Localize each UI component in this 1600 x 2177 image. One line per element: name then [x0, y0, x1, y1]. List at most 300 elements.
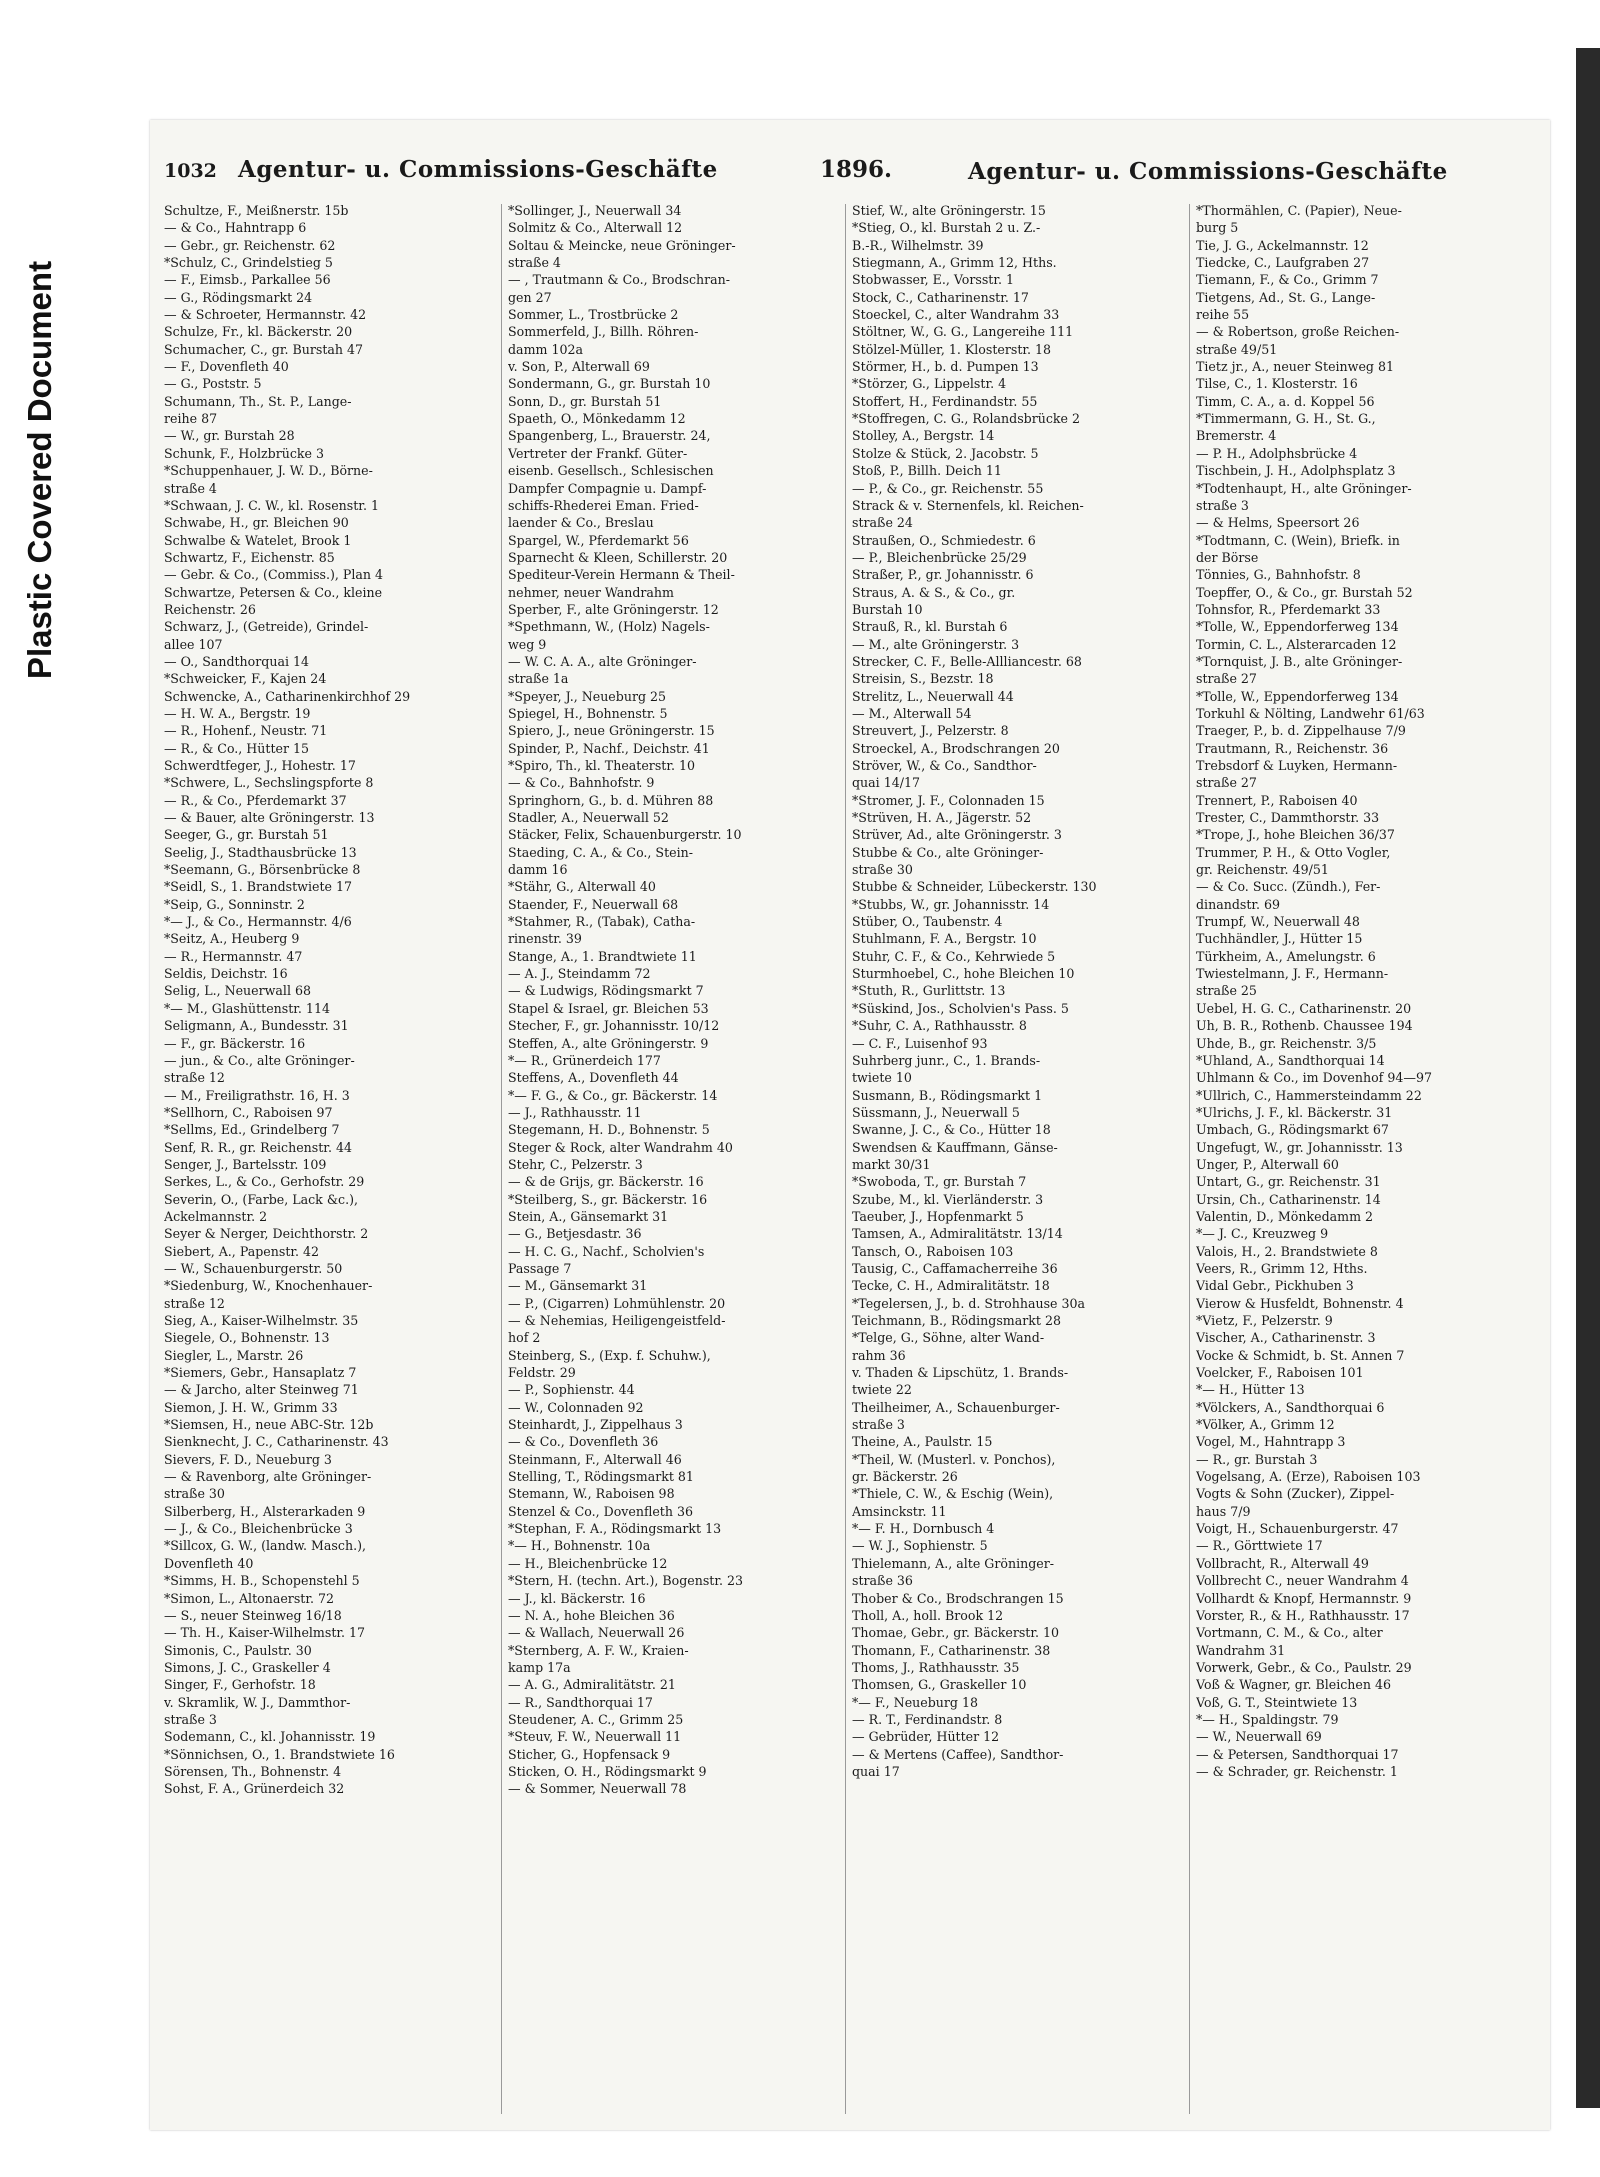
- directory-entry-line: *Todtmann, C. (Wein), Briefk. in: [1196, 532, 1400, 548]
- directory-entry-line: — P. H., Adolphsbrücke 4: [1196, 445, 1358, 461]
- directory-entry-line: Strüver, Ad., alte Gröningerstr. 3: [852, 827, 1062, 843]
- directory-entry-line: Steinberg, S., (Exp. f. Schuhw.),: [508, 1347, 711, 1363]
- directory-entry-line: Ackelmannstr. 2: [164, 1208, 268, 1224]
- directory-entry-line: Schwartz, F., Eichenstr. 85: [164, 549, 335, 565]
- directory-entry-line: *— F., Neueburg 18: [852, 1694, 978, 1710]
- directory-entry-line: *— M., Glashüttenstr. 114: [164, 1000, 330, 1016]
- directory-entry-line: Feldstr. 29: [508, 1365, 576, 1381]
- column-divider: [501, 204, 502, 2114]
- directory-entry-line: *Seemann, G., Börsenbrücke 8: [164, 862, 361, 878]
- directory-entry-line: Senf, R. R., gr. Reichenstr. 44: [164, 1139, 352, 1155]
- directory-entry-line: — jun., & Co., alte Gröninger-: [164, 1052, 355, 1068]
- directory-entry-line: Spiegel, H., Bohnenstr. 5: [508, 705, 668, 721]
- directory-entry-line: Uh, B. R., Rothenb. Chaussee 194: [1196, 1018, 1413, 1034]
- directory-entry-line: *Todtenhaupt, H., alte Gröninger-: [1196, 480, 1412, 496]
- directory-entry-line: Schwalbe & Watelet, Brook 1: [164, 532, 352, 548]
- directory-entry-line: Tecke, C. H., Admiralitätstr. 18: [852, 1278, 1050, 1294]
- directory-entry-line: *Stubbs, W., gr. Johannisstr. 14: [852, 896, 1050, 912]
- directory-entry-line: — & Wallach, Neuerwall 26: [508, 1625, 685, 1641]
- directory-entry-line: *— J. C., Kreuzweg 9: [1196, 1226, 1329, 1242]
- directory-entry-line: *Stähr, G., Alterwall 40: [508, 879, 656, 895]
- directory-entry-line: Türkheim, A., Amelungstr. 6: [1196, 948, 1376, 964]
- directory-entry-line: Valois, H., 2. Brandstwiete 8: [1196, 1243, 1378, 1259]
- directory-entry-line: Vorster, R., & H., Rathhausstr. 17: [1196, 1607, 1410, 1623]
- directory-entry-line: Stöltner, W., G. G., Langereihe 111: [852, 324, 1074, 340]
- directory-entry-line: damm 16: [508, 862, 568, 878]
- directory-entry-line: — Gebr., gr. Reichenstr. 62: [164, 237, 336, 253]
- directory-entry-line: Sticken, O. H., Rödingsmarkt 9: [508, 1763, 707, 1779]
- directory-entry-line: *— F. H., Dornbusch 4: [852, 1521, 995, 1537]
- directory-entry-line: gr. Bäckerstr. 26: [852, 1469, 958, 1485]
- directory-entry-line: — & Ludwigs, Rödingsmarkt 7: [508, 983, 704, 999]
- directory-entry-line: Spaeth, O., Mönkedamm 12: [508, 411, 686, 427]
- directory-entry-line: Tamsen, A., Admiralitätstr. 13/14: [852, 1226, 1063, 1242]
- directory-entry-line: nehmer, neuer Wandrahm: [508, 584, 674, 600]
- directory-entry-line: — R., & Co., Hütter 15: [164, 740, 310, 756]
- directory-entry-line: Stecher, F., gr. Johannisstr. 10/12: [508, 1018, 720, 1034]
- directory-entry-line: allee 107: [164, 636, 223, 652]
- directory-entry-line: Schwartze, Petersen & Co., kleine: [164, 584, 383, 600]
- directory-entry-line: — R., Hermannstr. 47: [164, 948, 303, 964]
- directory-entry-line: Amsinckstr. 11: [852, 1503, 947, 1519]
- directory-entry-line: Vidal Gebr., Pickhuben 3: [1196, 1278, 1354, 1294]
- directory-entry-line: Vertreter der Frankf. Güter-: [508, 445, 688, 461]
- directory-entry-line: Sperber, F., alte Gröningerstr. 12: [508, 601, 719, 617]
- directory-entry-line: *Störzer, G., Lippelstr. 4: [852, 376, 1007, 392]
- directory-entry-line: — J., & Co., Bleichenbrücke 3: [164, 1521, 353, 1537]
- directory-entry-line: Straußen, O., Schmiedestr. 6: [852, 532, 1036, 548]
- directory-entry-line: — R., Hohenf., Neustr. 71: [164, 723, 328, 739]
- directory-entry-line: Reichenstr. 26: [164, 601, 256, 617]
- directory-entry-line: — & Ravenborg, alte Gröninger-: [164, 1469, 372, 1485]
- directory-entry-line: Strack & v. Sternenfels, kl. Reichen-: [852, 497, 1084, 513]
- directory-entry-line: Unger, P., Alterwall 60: [1196, 1156, 1339, 1172]
- directory-entry-line: *Timmermann, G. H., St. G.,: [1196, 411, 1376, 427]
- directory-entry-line: — M., Gänsemarkt 31: [508, 1278, 648, 1294]
- directory-entry-line: — O., Sandthorquai 14: [164, 653, 310, 669]
- directory-entry-line: Stäcker, Felix, Schauenburgerstr. 10: [508, 827, 742, 843]
- directory-entry-line: — G., Poststr. 5: [164, 376, 262, 392]
- directory-entry-line: Solmitz & Co., Alterwall 12: [508, 220, 683, 236]
- directory-entry-line: *Steuv, F. W., Neuerwall 11: [508, 1729, 682, 1745]
- directory-entry-line: — R. T., Ferdinandstr. 8: [852, 1711, 1003, 1727]
- directory-entry-line: — & Nehemias, Heiligengeistfeld-: [508, 1313, 726, 1328]
- directory-page: [150, 120, 1550, 2130]
- directory-entry-line: Springhorn, G., b. d. Mühren 88: [508, 792, 714, 808]
- directory-entry-line: Sodemann, C., kl. Johannisstr. 19: [164, 1729, 376, 1745]
- directory-entry-line: Ursin, Ch., Catharinenstr. 14: [1196, 1191, 1381, 1207]
- directory-entry-line: Sparnecht & Kleen, Schillerstr. 20: [508, 549, 728, 565]
- directory-entry-line: Vorwerk, Gebr., & Co., Paulstr. 29: [1196, 1659, 1412, 1675]
- directory-entry-line: *Steilberg, S., gr. Bäckerstr. 16: [508, 1191, 708, 1207]
- directory-entry-line: Simons, J. C., Graskeller 4: [164, 1659, 331, 1675]
- directory-entry-line: Schultze, F., Meißnerstr. 15b: [164, 203, 349, 218]
- directory-entry-line: Schumann, Th., St. P., Lange-: [164, 393, 352, 409]
- directory-entry-line: Sticher, G., Hopfensack 9: [508, 1746, 671, 1762]
- directory-entry-line: Streuvert, J., Pelzerstr. 8: [852, 723, 1009, 739]
- directory-entry-line: Straßer, P., gr. Johannisstr. 6: [852, 567, 1034, 583]
- directory-entry-line: Spinder, P., Nachf., Deichstr. 41: [508, 740, 710, 756]
- directory-entry-line: — M., alte Gröningerstr. 3: [852, 636, 1020, 652]
- directory-entry-line: Stein, A., Gänsemarkt 31: [508, 1208, 669, 1224]
- directory-entry-line: Tohnsfor, R., Pferdemarkt 33: [1196, 601, 1381, 617]
- directory-entry-line: — C. F., Luisenhof 93: [852, 1035, 988, 1051]
- directory-entry-line: Schwerdtfeger, J., Hohestr. 17: [164, 758, 356, 773]
- column-divider: [1189, 204, 1190, 2114]
- directory-entry-line: — R., & Co., Pferdemarkt 37: [164, 792, 347, 808]
- directory-entry-line: Spiero, J., neue Gröningerstr. 15: [508, 723, 715, 739]
- directory-entry-line: — P., Bleichenbrücke 25/29: [852, 549, 1027, 565]
- directory-entry-line: straße 49/51: [1196, 341, 1278, 357]
- directory-entry-line: — & Co., Bahnhofstr. 9: [508, 775, 655, 791]
- directory-entry-line: Vollbrecht C., neuer Wandrahm 4: [1196, 1573, 1409, 1589]
- directory-entry-line: Voß, G. T., Steintwiete 13: [1196, 1694, 1358, 1710]
- directory-entry-line: Seldis, Deichstr. 16: [164, 966, 288, 982]
- directory-entry-line: — & Bauer, alte Gröningerstr. 13: [164, 810, 375, 826]
- directory-entry-line: Sommerfeld, J., Billh. Röhren-: [508, 324, 699, 340]
- directory-entry-line: Stenzel & Co., Dovenfleth 36: [508, 1503, 694, 1519]
- directory-entry-line: — J., Rathhausstr. 11: [508, 1104, 642, 1120]
- directory-entry-line: Valentin, D., Mönkedamm 2: [1196, 1208, 1374, 1224]
- directory-entry-line: *Sillcox, G. W., (landw. Masch.),: [164, 1538, 366, 1554]
- directory-entry-line: Schwabe, H., gr. Bleichen 90: [164, 515, 349, 531]
- directory-entry-line: — W. C. A. A., alte Gröninger-: [508, 653, 697, 669]
- directory-entry-line: Tholl, A., holl. Brook 12: [852, 1607, 1004, 1623]
- directory-entry-line: *Völckers, A., Sandthorquai 6: [1196, 1399, 1385, 1415]
- directory-entry-line: Tiedcke, C., Laufgraben 27: [1196, 255, 1370, 271]
- directory-entry-line: — W., Schauenburgerstr. 50: [164, 1260, 343, 1276]
- directory-entry-line: Thomsen, G., Graskeller 10: [852, 1677, 1027, 1693]
- directory-entry-line: — J., kl. Bäckerstr. 16: [508, 1590, 646, 1606]
- directory-column-1: [164, 202, 496, 2122]
- document-edge-border: [1576, 48, 1600, 2108]
- directory-entry-line: Vollbracht, R., Alterwall 49: [1196, 1555, 1369, 1571]
- directory-entry-line: Vocke & Schmidt, b. St. Annen 7: [1196, 1347, 1405, 1363]
- directory-entry-line: *Stahmer, R., (Tabak), Catha-: [508, 914, 696, 930]
- directory-entry-line: — P., & Co., gr. Reichenstr. 55: [852, 480, 1044, 496]
- directory-entry-line: Theine, A., Paulstr. 15: [852, 1434, 993, 1450]
- directory-entry-line: Steinhardt, J., Zippelhaus 3: [508, 1417, 683, 1433]
- directory-entry-line: — N. A., hohe Bleichen 36: [508, 1607, 675, 1623]
- directory-entry-line: Selig, L., Neuerwall 68: [164, 983, 312, 999]
- directory-entry-line: *— R., Grünerdeich 177: [508, 1052, 661, 1068]
- directory-entry-line: B.-R., Wilhelmstr. 39: [852, 237, 984, 253]
- directory-entry-line: *Seitz, A., Heuberg 9: [164, 931, 300, 947]
- directory-entry-line: — & Co., Dovenfleth 36: [508, 1434, 659, 1450]
- directory-entry-line: *Sollinger, J., Neuerwall 34: [508, 203, 682, 218]
- directory-entry-line: eisenb. Gesellsch., Schlesischen: [508, 463, 714, 479]
- directory-entry-line: Steudener, A. C., Grimm 25: [508, 1711, 684, 1727]
- directory-column-4: [1196, 202, 1536, 2122]
- page-number: 1032: [164, 160, 217, 182]
- directory-entry-line: Stolley, A., Bergstr. 14: [852, 428, 995, 444]
- directory-entry-line: Swendsen & Kauffmann, Gänse-: [852, 1139, 1058, 1155]
- directory-entry-line: der Börse: [1196, 549, 1259, 565]
- directory-entry-line: *— F. G., & Co., gr. Bäckerstr. 14: [508, 1087, 718, 1103]
- directory-entry-line: Seeger, G., gr. Burstah 51: [164, 827, 329, 843]
- directory-entry-line: Sienknecht, J. C., Catharinenstr. 43: [164, 1434, 389, 1450]
- directory-entry-line: twiete 10: [852, 1070, 912, 1086]
- directory-entry-line: Voß & Wagner, gr. Bleichen 46: [1196, 1677, 1391, 1693]
- directory-entry-line: gen 27: [508, 289, 552, 305]
- directory-entry-line: — G., Rödingsmarkt 24: [164, 289, 313, 305]
- directory-column-3: [852, 202, 1184, 2122]
- directory-entry-line: — & Co., Hahntrapp 6: [164, 220, 307, 236]
- directory-entry-line: quai 17: [852, 1763, 900, 1779]
- directory-entry-line: *Swoboda, T., gr. Burstah 7: [852, 1174, 1027, 1190]
- directory-entry-line: Stobwasser, E., Vorsstr. 1: [852, 272, 1015, 288]
- directory-entry-line: Süssmann, J., Neuerwall 5: [852, 1104, 1020, 1120]
- directory-entry-line: straße 24: [852, 515, 913, 531]
- directory-entry-line: Bremerstr. 4: [1196, 428, 1277, 444]
- directory-entry-line: Stock, C., Catharinenstr. 17: [852, 289, 1029, 305]
- directory-entry-line: *Sellms, Ed., Grindelberg 7: [164, 1122, 340, 1138]
- directory-entry-line: weg 9: [508, 636, 547, 652]
- directory-entry-line: Sommer, L., Trostbrücke 2: [508, 307, 679, 323]
- directory-entry-line: — Th. H., Kaiser-Wilhelmstr. 17: [164, 1625, 366, 1641]
- directory-entry-line: Tormin, C. L., Alsterarcaden 12: [1196, 636, 1397, 652]
- directory-entry-line: — H. W. A., Bergstr. 19: [164, 705, 311, 721]
- directory-entry-line: rinenstr. 39: [508, 931, 582, 947]
- directory-entry-line: — & Sommer, Neuerwall 78: [508, 1781, 687, 1797]
- directory-entry-line: — A. G., Admiralitätstr. 21: [508, 1677, 676, 1693]
- directory-entry-line: Tönnies, G., Bahnhofstr. 8: [1196, 567, 1361, 583]
- directory-entry-line: straße 4: [508, 255, 561, 271]
- directory-entry-line: Uhlmann & Co., im Dovenhof 94—97: [1196, 1070, 1432, 1086]
- directory-entry-line: *Siemsen, H., neue ABC-Str. 12b: [164, 1417, 374, 1433]
- directory-entry-line: Siemon, J. H. W., Grimm 33: [164, 1399, 338, 1415]
- directory-entry-line: Spargel, W., Pferdemarkt 56: [508, 532, 689, 548]
- directory-entry-line: Sörensen, Th., Bohnenstr. 4: [164, 1763, 342, 1779]
- directory-entry-line: Severin, O., (Farbe, Lack &c.),: [164, 1191, 358, 1207]
- directory-entry-line: — & Mertens (Caffee), Sandthor-: [852, 1746, 1064, 1762]
- directory-entry-line: Tansch, O., Raboisen 103: [852, 1243, 1014, 1259]
- directory-entry-line: Dampfer Compagnie u. Dampf-: [508, 480, 707, 496]
- directory-entry-line: hof 2: [508, 1330, 541, 1346]
- directory-entry-line: haus 7/9: [1196, 1503, 1251, 1519]
- directory-entry-line: *— H., Hütter 13: [1196, 1382, 1305, 1398]
- directory-entry-line: — A. J., Steindamm 72: [508, 966, 651, 982]
- directory-entry-line: Stroeckel, A., Brodschrangen 20: [852, 740, 1060, 756]
- directory-entry-line: straße 30: [852, 862, 913, 878]
- directory-entry-line: Spangenberg, L., Brauerstr. 24,: [508, 428, 711, 444]
- directory-entry-line: Stoffert, H., Ferdinandstr. 55: [852, 393, 1038, 409]
- directory-entry-line: Twiestelmann, J. F., Hermann-: [1196, 966, 1389, 982]
- directory-entry-line: straße 27: [1196, 775, 1257, 791]
- directory-entry-line: — H., Bleichenbrücke 12: [508, 1555, 668, 1571]
- directory-entry-line: Tausig, C., Caffamacherreihe 36: [852, 1260, 1058, 1276]
- directory-entry-line: Siegele, O., Bohnenstr. 13: [164, 1330, 330, 1346]
- directory-entry-line: *Schwere, L., Sechslingspforte 8: [164, 775, 374, 791]
- directory-entry-line: — Gebrüder, Hütter 12: [852, 1729, 1000, 1745]
- directory-entry-line: — M., Alterwall 54: [852, 705, 972, 721]
- directory-entry-line: Straus, A. & S., & Co., gr.: [852, 584, 1016, 600]
- directory-entry-line: — P., (Cigarren) Lohmühlenstr. 20: [508, 1295, 726, 1311]
- directory-entry-line: Trennert, P., Raboisen 40: [1196, 792, 1358, 808]
- directory-entry-line: — W., gr. Burstah 28: [164, 428, 295, 444]
- directory-entry-line: Trebsdorf & Luyken, Hermann-: [1196, 758, 1398, 773]
- directory-entry-line: Steffens, A., Dovenfleth 44: [508, 1070, 679, 1086]
- directory-entry-line: *Siedenburg, W., Knochenhauer-: [164, 1278, 373, 1294]
- directory-entry-line: Senger, J., Bartelsstr. 109: [164, 1156, 327, 1172]
- directory-entry-line: Untart, G., gr. Reichenstr. 31: [1196, 1174, 1381, 1190]
- directory-entry-line: dinandstr. 69: [1196, 896, 1281, 912]
- directory-entry-line: *Seidl, S., 1. Brandstwiete 17: [164, 879, 352, 895]
- directory-entry-line: Theilheimer, A., Schauenburger-: [852, 1399, 1060, 1415]
- directory-entry-line: Trautmann, R., Reichenstr. 36: [1196, 740, 1389, 756]
- directory-entry-line: Seligmann, A., Bundesstr. 31: [164, 1018, 349, 1034]
- directory-entry-line: *Tegelersen, J., b. d. Strohhause 30a: [852, 1295, 1086, 1311]
- directory-entry-line: markt 30/31: [852, 1156, 931, 1172]
- directory-entry-line: Traeger, P., b. d. Zippelhause 7/9: [1196, 723, 1406, 739]
- directory-entry-line: Thomae, Gebr., gr. Bäckerstr. 10: [852, 1625, 1060, 1641]
- directory-entry-line: Trester, C., Dammthorstr. 33: [1196, 810, 1380, 826]
- directory-entry-line: straße 12: [164, 1295, 225, 1311]
- directory-entry-line: burg 5: [1196, 220, 1239, 236]
- directory-entry-line: straße 3: [852, 1417, 905, 1433]
- directory-entry-line: Singer, F., Gerhofstr. 18: [164, 1677, 316, 1693]
- directory-entry-line: Schulze, Fr., kl. Bäckerstr. 20: [164, 324, 353, 340]
- directory-entry-line: Burstah 10: [852, 601, 923, 617]
- directory-entry-line: *— H., Spaldingstr. 79: [1196, 1711, 1339, 1727]
- directory-entry-line: Vogel, M., Hahntrapp 3: [1196, 1434, 1346, 1450]
- directory-entry-line: Steinmann, F., Alterwall 46: [508, 1451, 682, 1467]
- directory-entry-line: *Ullrich, C., Hammersteindamm 22: [1196, 1087, 1422, 1103]
- directory-entry-line: — & de Grijs, gr. Bäckerstr. 16: [508, 1174, 704, 1190]
- directory-entry-line: *Ulrichs, J. F., kl. Bäckerstr. 31: [1196, 1104, 1393, 1120]
- directory-entry-line: Vierow & Husfeldt, Bohnenstr. 4: [1196, 1295, 1404, 1311]
- directory-column-2: [508, 202, 840, 2122]
- directory-entry-line: *Tolle, W., Eppendorferweg 134: [1196, 619, 1399, 635]
- directory-entry-line: Tietz jr., A., neuer Steinweg 81: [1196, 359, 1394, 375]
- directory-entry-line: twiete 22: [852, 1382, 912, 1398]
- directory-entry-line: rahm 36: [852, 1347, 906, 1363]
- directory-entry-line: Wandrahm 31: [1196, 1642, 1286, 1658]
- directory-entry-line: kamp 17a: [508, 1659, 571, 1675]
- directory-entry-line: Stüber, O., Taubenstr. 4: [852, 914, 1003, 930]
- directory-entry-line: straße 30: [164, 1486, 225, 1502]
- directory-entry-line: *Simon, L., Altonaerstr. 72: [164, 1590, 335, 1606]
- directory-entry-line: Staeding, C. A., & Co., Stein-: [508, 844, 693, 860]
- directory-entry-line: — G., Betjesdastr. 36: [508, 1226, 642, 1242]
- column-divider: [845, 204, 846, 2114]
- directory-entry-line: Stief, W., alte Gröningerstr. 15: [852, 203, 1046, 218]
- directory-entry-line: Tischbein, J. H., Adolphsplatz 3: [1196, 463, 1396, 479]
- directory-entry-line: Steffen, A., alte Gröningerstr. 9: [508, 1035, 709, 1051]
- directory-entry-line: — & Co. Succ. (Zündh.), Fer-: [1196, 879, 1381, 895]
- directory-entry-line: straße 3: [1196, 497, 1249, 513]
- directory-entry-line: — W. J., Sophienstr. 5: [852, 1538, 988, 1554]
- directory-entry-line: *Stern, H. (techn. Art.), Bogenstr. 23: [508, 1573, 744, 1589]
- directory-entry-line: — & Schroeter, Hermannstr. 42: [164, 307, 367, 323]
- directory-entry-line: Serkes, L., & Co., Gerhofstr. 29: [164, 1174, 365, 1190]
- directory-entry-line: v. Son, P., Alterwall 69: [508, 359, 650, 375]
- directory-entry-line: Stolze & Stück, 2. Jacobstr. 5: [852, 445, 1039, 461]
- directory-entry-line: Vortmann, C. M., & Co., alter: [1196, 1625, 1383, 1641]
- side-label: [0, 60, 80, 880]
- directory-entry-line: Veers, R., Grimm 12, Hths.: [1196, 1260, 1368, 1276]
- directory-entry-line: Suhrberg junr., C., 1. Brands-: [852, 1052, 1041, 1068]
- directory-entry-line: *Thormählen, C. (Papier), Neue-: [1196, 203, 1402, 218]
- directory-entry-line: straße 36: [852, 1573, 913, 1589]
- directory-entry-line: schiffs-Rhederei Eman. Fried-: [508, 497, 699, 513]
- directory-entry-line: straße 12: [164, 1070, 225, 1086]
- directory-entry-line: Thoms, J., Rathhausstr. 35: [852, 1659, 1020, 1675]
- directory-entry-line: *Sönnichsen, O., 1. Brandstwiete 16: [164, 1746, 395, 1762]
- directory-entry-line: *Stephan, F. A., Rödingsmarkt 13: [508, 1521, 722, 1537]
- directory-entry-line: — & Jarcho, alter Steinweg 71: [164, 1382, 359, 1398]
- directory-entry-line: *Spiro, Th., kl. Theaterstr. 10: [508, 758, 696, 773]
- directory-entry-line: *Thiele, C. W., & Eschig (Wein),: [852, 1486, 1054, 1502]
- directory-entry-line: straße 3: [164, 1711, 217, 1727]
- running-title-left: Agentur- u. Commissions-Geschäfte: [238, 156, 718, 183]
- directory-entry-line: Stubbe & Schneider, Lübeckerstr. 130: [852, 879, 1097, 895]
- directory-entry-line: *— J., & Co., Hermannstr. 4/6: [164, 914, 352, 930]
- directory-entry-line: Toepffer, O., & Co., gr. Burstah 52: [1196, 584, 1413, 600]
- directory-entry-line: Stölzel-Müller, 1. Klosterstr. 18: [852, 341, 1052, 357]
- directory-entry-line: *Schweicker, F., Kajen 24: [164, 671, 327, 687]
- directory-entry-line: *Speyer, J., Neueburg 25: [508, 688, 667, 704]
- directory-entry-line: Steger & Rock, alter Wandrahm 40: [508, 1139, 733, 1155]
- directory-entry-line: Siegler, L., Marstr. 26: [164, 1347, 304, 1363]
- side-label-text: Plastic Covered Document: [21, 260, 58, 680]
- directory-entry-line: Stiegmann, A., Grimm 12, Hths.: [852, 255, 1057, 271]
- directory-entry-line: Stadler, A., Neuerwall 52: [508, 810, 669, 826]
- directory-entry-line: Uhde, B., gr. Reichenstr. 3/5: [1196, 1035, 1377, 1051]
- directory-entry-line: Thomann, F., Catharinenstr. 38: [852, 1642, 1051, 1658]
- directory-entry-line: Tilse, C., 1. Klosterstr. 16: [1196, 376, 1358, 392]
- directory-entry-line: gr. Reichenstr. 49/51: [1196, 862, 1329, 878]
- directory-entry-line: *Süskind, Jos., Scholvien's Pass. 5: [852, 1000, 1069, 1016]
- directory-entry-line: — R., Sandthorquai 17: [508, 1694, 653, 1710]
- directory-entry-line: Sievers, F. D., Neueburg 3: [164, 1451, 332, 1467]
- directory-entry-line: — & Petersen, Sandthorquai 17: [1196, 1746, 1399, 1762]
- directory-entry-line: straße 4: [164, 480, 217, 496]
- directory-entry-line: — & Helms, Speersort 26: [1196, 515, 1360, 531]
- directory-entry-line: Schwencke, A., Catharinenkirchhof 29: [164, 688, 411, 704]
- directory-entry-line: *Stoffregen, C. G., Rolandsbrücke 2: [852, 411, 1081, 427]
- directory-entry-line: Stehr, C., Pelzerstr. 3: [508, 1156, 643, 1172]
- directory-entry-line: *Uhland, A., Sandthorquai 14: [1196, 1052, 1385, 1068]
- directory-entry-line: *Trope, J., hohe Bleichen 36/37: [1196, 827, 1395, 843]
- directory-entry-line: — S., neuer Steinweg 16/18: [164, 1607, 342, 1623]
- directory-entry-line: quai 14/17: [852, 775, 921, 791]
- directory-entry-line: straße 27: [1196, 671, 1257, 687]
- directory-entry-line: — , Trautmann & Co., Brodschran-: [508, 272, 731, 288]
- directory-entry-line: Siebert, A., Papenstr. 42: [164, 1243, 320, 1259]
- directory-entry-line: straße 1a: [508, 671, 569, 687]
- directory-entry-line: Sturmhoebel, C., hohe Bleichen 10: [852, 966, 1075, 982]
- directory-entry-line: — W., Colonnaden 92: [508, 1399, 644, 1415]
- directory-entry-line: *Seip, G., Sonninstr. 2: [164, 896, 305, 912]
- directory-entry-line: Strelitz, L., Neuerwall 44: [852, 688, 1014, 704]
- directory-entry-line: *Sellhorn, C., Raboisen 97: [164, 1104, 333, 1120]
- directory-entry-line: Sieg, A., Kaiser-Wilhelmstr. 35: [164, 1313, 359, 1328]
- directory-entry-line: Stoß, P., Billh. Deich 11: [852, 463, 1002, 479]
- directory-entry-line: — R., Görttwiete 17: [1196, 1538, 1323, 1554]
- directory-entry-line: Thober & Co., Brodschrangen 15: [852, 1590, 1064, 1606]
- directory-entry-line: Voelcker, F., Raboisen 101: [1196, 1365, 1364, 1381]
- directory-entry-line: straße 25: [1196, 983, 1257, 999]
- directory-entry-line: Stapel & Israel, gr. Bleichen 53: [508, 1000, 709, 1016]
- directory-entry-line: Sondermann, G., gr. Burstah 10: [508, 376, 711, 392]
- directory-entry-line: — & Robertson, große Reichen-: [1196, 324, 1400, 340]
- directory-entry-line: Schumacher, C., gr. Burstah 47: [164, 341, 364, 357]
- directory-entry-line: Timm, C. A., a. d. Koppel 56: [1196, 393, 1375, 409]
- directory-entry-line: Seelig, J., Stadthausbrücke 13: [164, 844, 357, 860]
- directory-entry-line: Vogelsang, A. (Erze), Raboisen 103: [1196, 1469, 1421, 1485]
- directory-entry-line: Schunk, F., Holzbrücke 3: [164, 445, 325, 461]
